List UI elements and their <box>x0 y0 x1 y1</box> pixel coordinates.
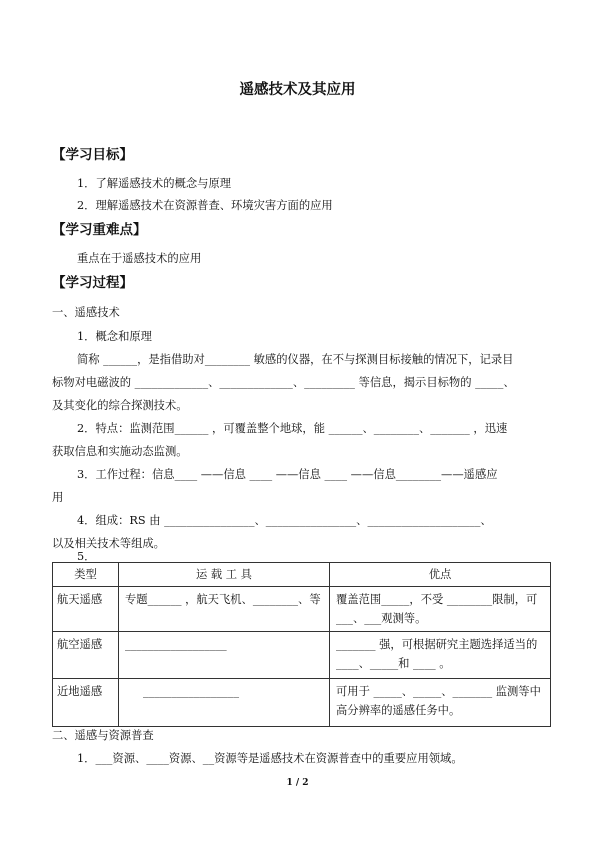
part2-line1: 1．___资源、____资源、__资源等是遥感技术在资源普查中的重要应用领域。 <box>77 752 463 765</box>
row-type: 航天遥感 <box>53 587 119 632</box>
process-heading: 【学习过程】 <box>52 275 133 291</box>
item1-line2: 标物对电磁波的 _____________、_____________、_________ 等信息，揭示目标物的 _____、 <box>52 376 515 389</box>
part1-title: 一、遥感技术 <box>52 306 120 319</box>
document-title: 遥感技术及其应用 <box>239 82 356 98</box>
row-carrier: 专题______ ，航天飞机、________、等 <box>119 587 330 632</box>
item2-line1: 2．特点：监测范围______ ，可覆盖整个地球，能 ______、________、_______ ，迅速 <box>77 422 508 435</box>
item4-line1: 4．组成：RS 由 ________________、________________、____________________、 <box>77 514 492 527</box>
page-number: 1 / 2 <box>286 778 309 788</box>
row-type: 近地遥感 <box>53 679 119 727</box>
goal-item-2: 2．理解遥感技术在资源普查、环境灾害方面的应用 <box>77 199 333 212</box>
table-row <box>53 632 551 679</box>
row-type: 航空遥感 <box>53 632 119 679</box>
key-points-heading: 【学习重难点】 <box>52 222 147 238</box>
goal-item-1: 1．了解遥感技术的概念与原理 <box>77 177 232 190</box>
item4-line2: 以及相关技术等组成。 <box>52 537 165 550</box>
item3-line1: 3．工作过程：信息____ ——信息 ____ ——信息 ____ ——信息________——遥感应 <box>77 468 498 481</box>
table-header-row <box>53 563 551 587</box>
remote-sensing-table <box>52 562 551 727</box>
item1-line1: 简称 ______，是指借助对________ 敏感的仪器，在不与探测目标接触的情况下，记录目 <box>77 353 514 366</box>
row-advantage: _______ 强，可根据研究主题选择适当的____、_____和 ____ 。 <box>330 632 551 679</box>
row-carrier: __________________ <box>119 632 330 679</box>
row-advantage: 覆盖范围_____，不受 ________限制，可___、___观测等。 <box>330 587 551 632</box>
header-advantage: 优点 <box>330 563 551 587</box>
key-points-text: 重点在于遥感技术的应用 <box>77 252 202 265</box>
table-row <box>53 587 551 632</box>
row-carrier: _________________ <box>119 679 330 727</box>
item3-line2: 用 <box>52 491 64 504</box>
header-carrier: 运 载 工 具 <box>119 563 330 587</box>
item1-line3: 及其变化的综合探测技术。 <box>52 399 188 412</box>
item5-label: 5． <box>77 550 96 563</box>
item1-title: 1．概念和原理 <box>77 330 152 343</box>
header-type: 类型 <box>53 563 119 587</box>
table-row <box>53 679 551 727</box>
item2-line2: 获取信息和实施动态监测。 <box>52 445 188 458</box>
goals-heading: 【学习目标】 <box>52 147 133 163</box>
part2-title: 二、遥感与资源普查 <box>52 729 154 742</box>
row-advantage: 可用于 _____、_____、_______ 监测等中高分辨率的遥感任务中。 <box>330 679 551 727</box>
